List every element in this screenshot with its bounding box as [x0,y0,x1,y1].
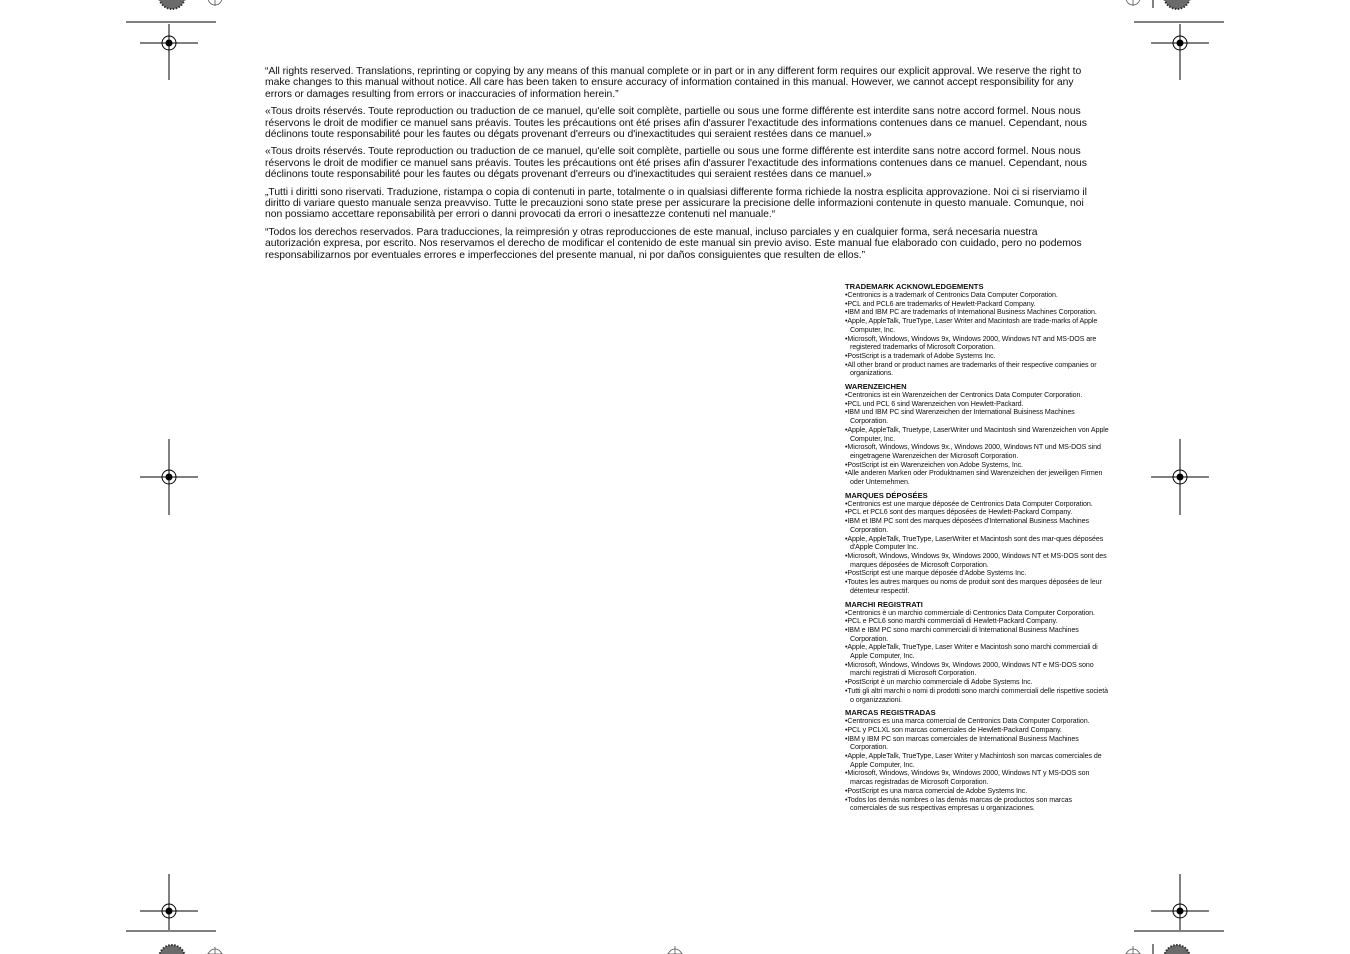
registration-mark-top-right [1151,24,1209,80]
trademark-item: • IBM y IBM PC son marcas comerciales de International Business Machines Corporation. [845,735,1110,752]
notice-paragraph-french: «Tous droits réservés. Toute reproduction ou traduction de ce manuel, qu'elle soit complète, partielle ou sous une forme différente est interdite sans notre accord formel. Nous nous réservons le droit de modifier ce manuel sans préavis. Toutes les précautions ont été prises afin d'assurer l'exactitude des informations contenues dans ce manuel. Cependant, nous déclinons toute responsabilité pour les fautes ou dégats provenant d'erreurs ou d'inexactitudes qui seraient restées dans ce manuel.» [265,106,1087,141]
registration-mark-small [1125,0,1141,6]
trademark-section [845,282,1110,378]
trademark-item: • IBM et IBM PC sont des marques déposées d'International Business Machines Corporation. [845,517,1110,534]
registration-mark-small [667,946,683,954]
trademark-acknowledgements [845,282,1110,817]
trademark-item: • PCL e PCL6 sono marchi commerciali di Hewlett-Packard Company. [845,617,1110,626]
trademark-item: • PCL und PCL 6 sind Warenzeichen von Hewlett-Packard. [845,400,1110,409]
trademark-section [845,491,1110,596]
trademark-list [845,391,1110,487]
trademark-item: • Apple, AppleTalk, TrueType, Laser Writer y Machintosh son marcas comerciales de Apple Computer, Inc. [845,752,1110,769]
registration-mark-mid-left [140,439,198,515]
trademark-item: • IBM und IBM PC sind Warenzeichen der International Buisiness Machines Corporation. [845,408,1110,425]
trademark-item: • Tutti gli altri marchi o nomi di prodotti sono marchi commerciali delle rispettive società o organizzazioni. [845,687,1110,704]
trademark-item: • Microsoft, Windows, Windows 9x, Windows 2000, Windows NT y MS-DOS son marcas registradas de Microsoft Corporation. [845,769,1110,786]
registration-mark-small [207,947,223,954]
trademark-item: • Centronics est une marque déposée de Centronics Data Computer Corporation. [845,500,1110,509]
trademark-item: • PostScript est une marque déposée d'Adobe Systems Inc. [845,569,1110,578]
trademark-item: • IBM and IBM PC are trademarks of International Business Machines Corporation. [845,308,1110,317]
notice-paragraph-french-duplicate: «Tous droits réservés. Toute reproduction ou traduction de ce manuel, qu'elle soit complète, partielle ou sous une forme différente est interdite sans notre accord formel. Nous nous réservons le droit de modifier ce manuel sans préavis. Toutes les précautions ont été prises afin d'assurer l'exactitude des informations contenues dans ce manuel. Cependant, nous déclinons toute responsabilité pour les fautes ou dégats provenant d'erreurs ou d'inexactitudes qui seraient restées dans ce manuel.» [265,146,1087,181]
trademark-section-heading: MARCAS REGISTRADAS [845,708,936,718]
trademark-section-heading: MARQUES DÉPOSÉES [845,490,928,500]
notice-paragraph-spanish: “Todos los derechos reservados. Para traducciones, la reimpresión y otras reproducciones de este manual, incluso parciales y en cualquier forma, será necesaria nuestra autorización expresa, por escrito. Nos reservamos el derecho de modificar el contenido de este manual sin previo aviso. Este manual fue elaborado con cuidado, pero no podemos responsabilizarnos por eventuales errores e imperfecciones del presente manual, ni por daños consiguientes que resulten de ellos.” [265,226,1082,261]
notice-paragraph-italian: „Tutti i diritti sono riservati. Traduzione, ristampa o copia di contenuti in parte, totalmente o in qualsiasi differente forma richiede la nostra esplicita approvazione. Noi ci si riserviamo il diritto di variare questo manuale senza preavviso. Tutte le precauzioni sono state prese per assicurare la precisione delle informazioni contenute in questo manuale. Comunque, noi non possiamo accettare reponsabilità per errori o danni provocati da errori o inesattezze contenuti nel manuale.“ [265,186,1087,221]
trademark-item: • Microsoft, Windows, Windows 9x, Windows 2000, Windows NT e MS-DOS sono marchi registrati di Microsoft Corporation. [845,661,1110,678]
color-bar-disc [159,945,185,954]
trademark-item: • Microsoft, Windows, Windows 9x, Windows 2000, Windows NT et MS-DOS sont des marques déposées de Microsoft Corporation. [845,552,1110,569]
trademark-item: • All other brand or product names are trademarks of their respective companies or organizations. [845,361,1110,378]
trademark-item: • PCL y PCLXL son marcas comerciales de Hewlett-Packard Company. [845,726,1110,735]
trademark-list [845,291,1110,378]
trademark-list [845,717,1110,813]
trademark-item: • Toutes les autres marques ou noms de produit sont des marques déposées de leur détenteur respectif. [845,578,1110,595]
trademark-item: • Microsoft, Windows, Windows 9x, Windows 2000, Windows NT and MS-DOS are registered trademarks of Microsoft Corporation. [845,335,1110,352]
trademark-item: • Apple, AppleTalk, TrueType, Laser Writer and Macintosh are trade-marks of Apple Computer, Inc. [845,317,1110,334]
registration-mark-mid-right [1151,439,1209,515]
trademark-item: • PostScript is a trademark of Adobe Systems Inc. [845,352,1110,361]
color-bar-disc [1164,0,1190,9]
trademark-item: • Alle anderen Marken oder Produktnamen sind Warenzeichen der jeweiligen Firmen oder Unternehmen. [845,469,1110,486]
copyright-notice [265,66,1095,267]
trademark-section-heading: TRADEMARK ACKNOWLEDGEMENTS [845,282,984,291]
registration-mark-bottom-right [1151,874,1209,930]
trademark-item: • Apple, AppleTalk, Truetype, LaserWriter und Macintosh sind Warenzeichen von Apple Computer, Inc. [845,426,1110,443]
trademark-item: • Centronics è un marchio commerciale di Centronics Data Computer Corporation. [845,609,1110,618]
trademark-item: • PostScript ist ein Warenzeichen von Adobe Systems, Inc. [845,461,1110,470]
trademark-section [845,708,1110,813]
registration-mark-bottom-left [140,874,198,930]
notice-paragraph-english: “All rights reserved. Translations, reprinting or copying by any means of this manual complete or in part or in any different form requires our explicit approval. We reserve the right to make changes to this manual without notice. All care has been taken to ensure accuracy of information contained in this manual. However, we cannot accept responsibility for any errors or damages resulting from errors or inaccuracies of information herein.” [265,66,1082,100]
trademark-section [845,600,1110,705]
trademark-item: • IBM e IBM PC sono marchi commerciali di International Business Machines Corporation. [845,626,1110,643]
trademark-list [845,500,1110,596]
trademark-item: • PCL and PCL6 are trademarks of Hewlett-Packard Company. [845,300,1110,309]
trademark-item: • Microsoft, Windows, Windows 9x., Windows 2000, Windows NT und MS-DOS sind eingetragene Warenzeichen der Microsoft Corporation. [845,443,1110,460]
color-bar-disc [1164,945,1190,954]
registration-mark-top-left [140,24,198,80]
trademark-item: • Todos los demás nombres o las demás marcas de productos son marcas comerciales de sus respectivas empresas u organizaciones. [845,796,1110,813]
trademark-item: • Centronics ist ein Warenzeichen der Centronics Data Computer Corporation. [845,391,1110,400]
trademark-item: • PostScript es una marca comercial de Adobe Systems Inc. [845,787,1110,796]
trademark-section-heading: MARCHI REGISTRATI [845,599,923,609]
registration-mark-small [207,0,223,6]
trademark-item: • Centronics es una marca comercial de Centronics Data Computer Corporation. [845,717,1110,726]
trademark-item: • Apple, AppleTalk, TrueType, Laser Writer e Macintosh sono marchi commerciali di Apple Computer, Inc. [845,643,1110,660]
trademark-item: • PCL et PCL6 sont des marques déposées de Hewlett-Packard Company. [845,508,1110,517]
trademark-item: • Apple, AppleTalk, TrueType, LaserWriter et Macintosh sont des mar-ques déposées d'Apple Computer Inc. [845,535,1110,552]
color-bar-disc [159,0,185,9]
registration-mark-small [1125,946,1141,954]
trademark-section-heading: WARENZEICHEN [845,382,907,392]
trademark-section [845,382,1110,487]
trademark-list [845,609,1110,705]
trademark-item: • Centronics is a trademark of Centronics Data Computer Corporation. [845,291,1110,300]
trademark-item: • PostScript è un marchio commerciale di Adobe Systems Inc. [845,678,1110,687]
